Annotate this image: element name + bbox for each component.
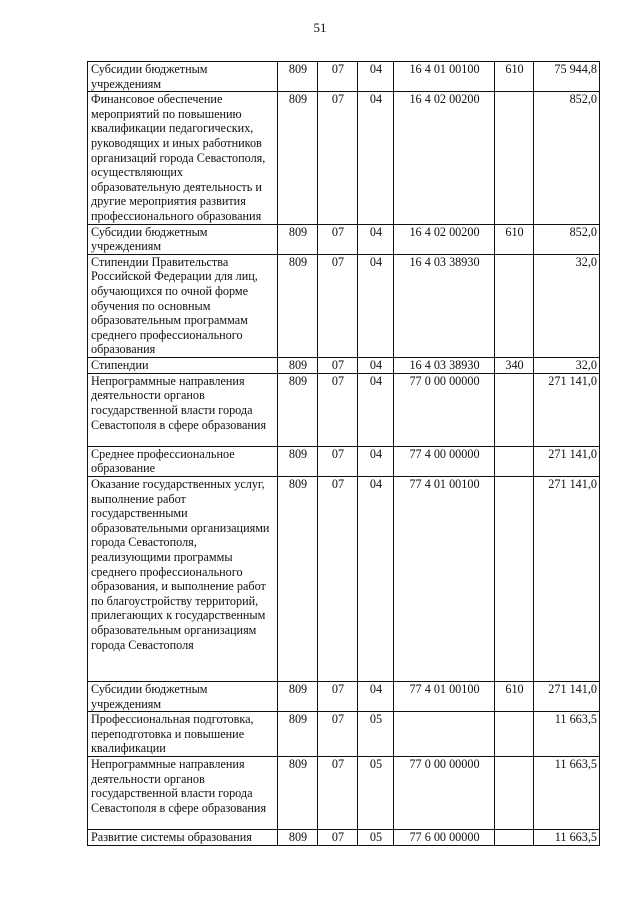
row-target-article: 77 4 00 00000 xyxy=(394,446,495,476)
row-sum: 32,0 xyxy=(534,254,600,357)
row-grbs: 809 xyxy=(278,830,318,846)
row-subsection: 04 xyxy=(358,357,394,373)
row-expense-type: 610 xyxy=(495,224,534,254)
row-subsection: 04 xyxy=(358,446,394,476)
row-name: Непрограммные направления деятельности органов государственной власти города Севастополя в сфере образования xyxy=(88,757,278,830)
row-sum: 11 663,5 xyxy=(534,830,600,846)
row-target-article: 16 4 03 38930 xyxy=(394,357,495,373)
row-subsection: 05 xyxy=(358,757,394,830)
row-grbs: 809 xyxy=(278,254,318,357)
row-name: Оказание государственных услуг, выполнение работ государственными образовательными организациями города Севастополя, реализующими программы среднего профессионального образования, и выполнение работ по благоустройству территорий, прилегающих к государственным образовательным организациям города Севастополя xyxy=(88,477,278,682)
row-section: 07 xyxy=(318,757,358,830)
row-target-article: 77 4 01 00100 xyxy=(394,682,495,712)
row-grbs: 809 xyxy=(278,682,318,712)
row-section: 07 xyxy=(318,254,358,357)
row-target-article: 77 0 00 00000 xyxy=(394,757,495,830)
row-section: 07 xyxy=(318,224,358,254)
row-name: Развитие системы образования xyxy=(88,830,278,846)
row-section: 07 xyxy=(318,830,358,846)
row-name: Стипендии xyxy=(88,357,278,373)
table-row xyxy=(88,712,600,757)
row-expense-type: 610 xyxy=(495,682,534,712)
budget-table xyxy=(87,61,600,846)
row-sum: 271 141,0 xyxy=(534,682,600,712)
row-grbs: 809 xyxy=(278,712,318,757)
row-subsection: 04 xyxy=(358,254,394,357)
row-grbs: 809 xyxy=(278,62,318,92)
row-grbs: 809 xyxy=(278,373,318,446)
table-row xyxy=(88,830,600,846)
table-row xyxy=(88,682,600,712)
row-name: Непрограммные направления деятельности органов государственной власти города Севастополя в сфере образования xyxy=(88,373,278,446)
row-target-article: 16 4 02 00200 xyxy=(394,224,495,254)
row-grbs: 809 xyxy=(278,446,318,476)
row-expense-type xyxy=(495,92,534,224)
row-section: 07 xyxy=(318,446,358,476)
row-section: 07 xyxy=(318,712,358,757)
row-expense-type xyxy=(495,712,534,757)
row-sum: 32,0 xyxy=(534,357,600,373)
row-section: 07 xyxy=(318,373,358,446)
row-sum: 11 663,5 xyxy=(534,757,600,830)
row-name: Финансовое обеспечение мероприятий по повышению квалификации педагогических, руководящих и иных работников организаций города Севастополя, осуществляющих образовательную деятельность и другие мероприятия развития профессионального образования xyxy=(88,92,278,224)
table-row xyxy=(88,62,600,92)
table-row xyxy=(88,224,600,254)
row-grbs: 809 xyxy=(278,92,318,224)
row-subsection: 04 xyxy=(358,92,394,224)
row-sum: 852,0 xyxy=(534,92,600,224)
row-grbs: 809 xyxy=(278,757,318,830)
row-name: Профессиональная подготовка, переподготовка и повышение квалификации xyxy=(88,712,278,757)
row-subsection: 04 xyxy=(358,477,394,682)
page-number: 51 xyxy=(313,20,327,35)
row-name: Среднее профессиональное образование xyxy=(88,446,278,476)
row-expense-type: 340 xyxy=(495,357,534,373)
row-expense-type xyxy=(495,446,534,476)
row-name: Субсидии бюджетным учреждениям xyxy=(88,224,278,254)
row-sum: 271 141,0 xyxy=(534,446,600,476)
row-target-article: 77 6 00 00000 xyxy=(394,830,495,846)
row-target-article: 16 4 01 00100 xyxy=(394,62,495,92)
row-target-article: 16 4 03 38930 xyxy=(394,254,495,357)
table-row xyxy=(88,373,600,446)
row-grbs: 809 xyxy=(278,477,318,682)
table-row xyxy=(88,254,600,357)
budget-table-body xyxy=(88,62,600,846)
row-section: 07 xyxy=(318,357,358,373)
row-section: 07 xyxy=(318,62,358,92)
row-grbs: 809 xyxy=(278,224,318,254)
row-sum: 75 944,8 xyxy=(534,62,600,92)
row-subsection: 04 xyxy=(358,373,394,446)
row-target-article: 16 4 02 00200 xyxy=(394,92,495,224)
table-row xyxy=(88,92,600,224)
table-row xyxy=(88,446,600,476)
row-expense-type xyxy=(495,373,534,446)
row-sum: 11 663,5 xyxy=(534,712,600,757)
row-expense-type: 610 xyxy=(495,62,534,92)
table-row xyxy=(88,757,600,830)
row-target-article xyxy=(394,712,495,757)
row-sum: 852,0 xyxy=(534,224,600,254)
row-sum: 271 141,0 xyxy=(534,373,600,446)
row-section: 07 xyxy=(318,92,358,224)
table-row xyxy=(88,477,600,682)
row-grbs: 809 xyxy=(278,357,318,373)
row-name: Субсидии бюджетным учреждениям xyxy=(88,62,278,92)
table-row xyxy=(88,357,600,373)
row-section: 07 xyxy=(318,682,358,712)
row-sum: 271 141,0 xyxy=(534,477,600,682)
row-subsection: 04 xyxy=(358,682,394,712)
row-target-article: 77 0 00 00000 xyxy=(394,373,495,446)
row-target-article: 77 4 01 00100 xyxy=(394,477,495,682)
row-subsection: 04 xyxy=(358,224,394,254)
row-name: Стипендии Правительства Российской Федерации для лиц, обучающихся по очной форме обучения по основным образовательным программам среднего профессионального образования xyxy=(88,254,278,357)
row-expense-type xyxy=(495,830,534,846)
row-subsection: 05 xyxy=(358,830,394,846)
row-section: 07 xyxy=(318,477,358,682)
row-expense-type xyxy=(495,254,534,357)
row-expense-type xyxy=(495,757,534,830)
row-name: Субсидии бюджетным учреждениям xyxy=(88,682,278,712)
row-expense-type xyxy=(495,477,534,682)
row-subsection: 04 xyxy=(358,62,394,92)
row-subsection: 05 xyxy=(358,712,394,757)
